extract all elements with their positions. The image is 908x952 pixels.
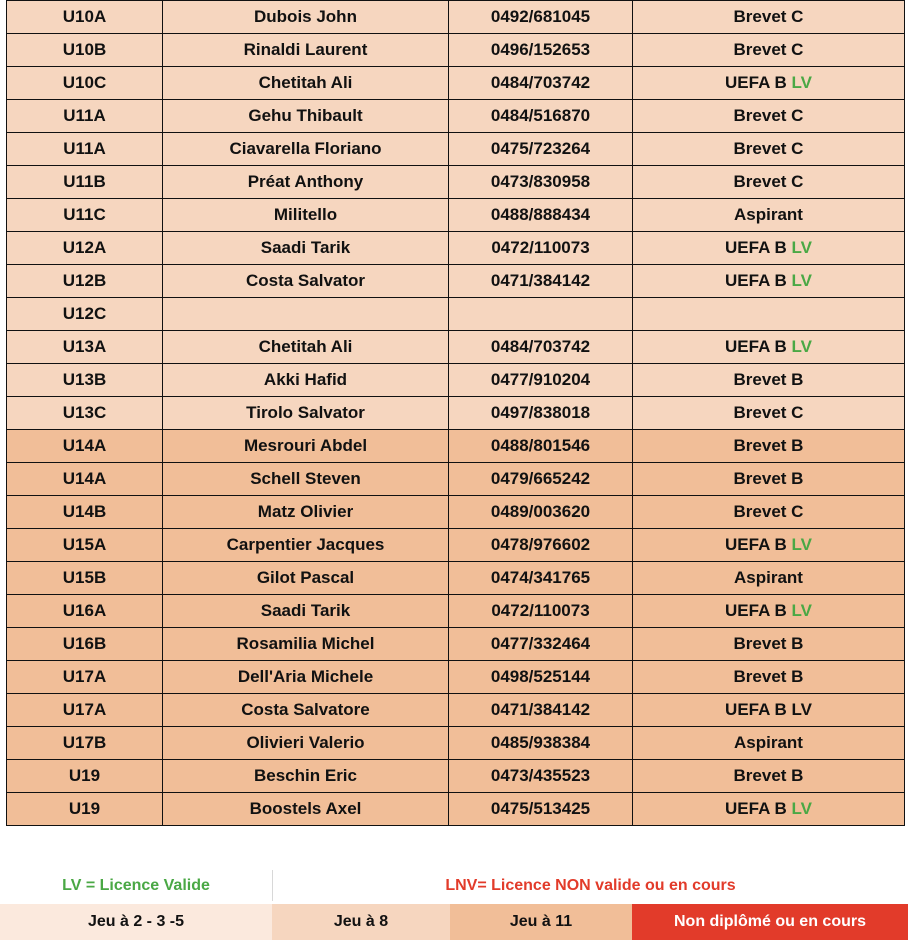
table-row	[7, 166, 905, 199]
cell-coach[interactable]: Carpentier Jacques	[163, 529, 449, 562]
cell-diploma[interactable]	[633, 166, 905, 199]
cell-team[interactable]: U10C	[7, 67, 163, 100]
cell-diploma[interactable]	[633, 298, 905, 331]
cell-coach[interactable]: Gehu Thibault	[163, 100, 449, 133]
cell-phone[interactable]: 0475/723264	[449, 133, 633, 166]
cell-coach[interactable]: Chetitah Ali	[163, 67, 449, 100]
diploma-text: UEFA B	[725, 799, 787, 818]
cell-team[interactable]: U16B	[7, 628, 163, 661]
cell-coach[interactable]: Dell'Aria Michele	[163, 661, 449, 694]
table-row	[7, 529, 905, 562]
diploma-text: Brevet C	[733, 106, 804, 125]
cell-coach[interactable]: Olivieri Valerio	[163, 727, 449, 760]
legend-box-jeu-2-3-5[interactable]: Jeu à 2 - 3 -5	[0, 904, 272, 940]
cell-team[interactable]: U19	[7, 793, 163, 826]
cell-team[interactable]: U10A	[7, 1, 163, 34]
cell-coach[interactable]: Militello	[163, 199, 449, 232]
cell-diploma[interactable]	[633, 1, 905, 34]
cell-phone[interactable]: 0472/110073	[449, 232, 633, 265]
cell-team[interactable]: U12C	[7, 298, 163, 331]
cell-team[interactable]: U12A	[7, 232, 163, 265]
lv-badge: LV	[791, 799, 812, 818]
cell-diploma[interactable]	[633, 133, 905, 166]
cell-phone[interactable]: 0477/332464	[449, 628, 633, 661]
table-row	[7, 595, 905, 628]
cell-coach[interactable]: Costa Salvator	[163, 265, 449, 298]
cell-coach[interactable]: Saadi Tarik	[163, 595, 449, 628]
cell-team[interactable]: U13C	[7, 397, 163, 430]
cell-team[interactable]: U13B	[7, 364, 163, 397]
cell-phone[interactable]: 0488/801546	[449, 430, 633, 463]
diploma-text: UEFA B	[725, 337, 787, 356]
cell-team[interactable]: U15B	[7, 562, 163, 595]
table-row	[7, 562, 905, 595]
cell-team[interactable]: U11C	[7, 199, 163, 232]
cell-phone[interactable]: 0475/513425	[449, 793, 633, 826]
cell-phone[interactable]: 0473/435523	[449, 760, 633, 793]
diploma-text: Brevet B	[733, 370, 804, 389]
cell-phone[interactable]: 0473/830958	[449, 166, 633, 199]
cell-team[interactable]: U15A	[7, 529, 163, 562]
cell-phone[interactable]: 0472/110073	[449, 595, 633, 628]
cell-phone[interactable]: 0484/516870	[449, 100, 633, 133]
cell-diploma[interactable]	[633, 463, 905, 496]
cell-diploma[interactable]	[633, 694, 905, 727]
table-row	[7, 694, 905, 727]
cell-diploma[interactable]	[633, 199, 905, 232]
table-row	[7, 232, 905, 265]
coach-table-body	[7, 1, 905, 826]
cell-phone[interactable]: 0471/384142	[449, 694, 633, 727]
cell-team[interactable]: U11A	[7, 100, 163, 133]
cell-diploma[interactable]	[633, 265, 905, 298]
cell-team[interactable]: U12B	[7, 265, 163, 298]
cell-phone[interactable]: 0489/003620	[449, 496, 633, 529]
cell-team[interactable]: U17A	[7, 661, 163, 694]
diploma-text: Aspirant	[734, 568, 803, 587]
cell-diploma[interactable]	[633, 628, 905, 661]
lv-badge: LV	[791, 337, 812, 356]
table-row	[7, 331, 905, 364]
table-row	[7, 34, 905, 67]
legend-box-non-diplome[interactable]: Non diplômé ou en cours	[632, 904, 908, 940]
diploma-text: Brevet C	[733, 7, 804, 26]
diploma-text: Brevet B	[733, 469, 804, 488]
diploma-text: Brevet C	[733, 502, 804, 521]
cell-coach[interactable]: Saadi Tarik	[163, 232, 449, 265]
cell-coach[interactable]: Mesrouri Abdel	[163, 430, 449, 463]
cell-diploma[interactable]	[633, 727, 905, 760]
table-row	[7, 199, 905, 232]
cell-coach[interactable]: Préat Anthony	[163, 166, 449, 199]
table-row	[7, 430, 905, 463]
diploma-text: UEFA B LV	[725, 700, 812, 719]
cell-team[interactable]: U17B	[7, 727, 163, 760]
cell-phone[interactable]: 0474/341765	[449, 562, 633, 595]
cell-phone[interactable]: 0488/888434	[449, 199, 633, 232]
cell-coach[interactable]: Beschin Eric	[163, 760, 449, 793]
cell-phone[interactable]: 0498/525144	[449, 661, 633, 694]
cell-coach[interactable]	[163, 298, 449, 331]
cell-phone[interactable]: 0485/938384	[449, 727, 633, 760]
cell-diploma[interactable]	[633, 232, 905, 265]
table-row	[7, 100, 905, 133]
cell-diploma[interactable]	[633, 430, 905, 463]
cell-phone[interactable]: 0477/910204	[449, 364, 633, 397]
cell-diploma[interactable]	[633, 34, 905, 67]
legend-box-jeu-11[interactable]: Jeu à 11	[450, 904, 632, 940]
table-row	[7, 760, 905, 793]
table-row	[7, 463, 905, 496]
cell-phone[interactable]: 0471/384142	[449, 265, 633, 298]
cell-coach[interactable]: Gilot Pascal	[163, 562, 449, 595]
cell-team[interactable]: U19	[7, 760, 163, 793]
diploma-text: UEFA B	[725, 271, 787, 290]
cell-diploma[interactable]	[633, 397, 905, 430]
diploma-text: Brevet B	[733, 766, 804, 785]
cell-coach[interactable]: Akki Hafid	[163, 364, 449, 397]
cell-team[interactable]: U11B	[7, 166, 163, 199]
diploma-text: Brevet C	[733, 40, 804, 59]
cell-diploma[interactable]	[633, 793, 905, 826]
diploma-text: UEFA B	[725, 601, 787, 620]
cell-coach[interactable]: Rosamilia Michel	[163, 628, 449, 661]
diploma-text: UEFA B	[725, 535, 787, 554]
cell-coach[interactable]: Schell Steven	[163, 463, 449, 496]
cell-coach[interactable]: Boostels Axel	[163, 793, 449, 826]
table-row	[7, 661, 905, 694]
lv-badge: LV	[791, 73, 812, 92]
table-row	[7, 628, 905, 661]
cell-diploma[interactable]	[633, 364, 905, 397]
cell-team[interactable]: U14A	[7, 430, 163, 463]
cell-diploma[interactable]	[633, 562, 905, 595]
lv-badge: LV	[791, 601, 812, 620]
cell-coach[interactable]: Tirolo Salvator	[163, 397, 449, 430]
cell-coach[interactable]: Chetitah Ali	[163, 331, 449, 364]
legend	[0, 870, 908, 952]
cell-coach[interactable]: Costa Salvatore	[163, 694, 449, 727]
diploma-text: Brevet C	[733, 139, 804, 158]
table-row	[7, 496, 905, 529]
legend-lv-text[interactable]: LV = Licence Valide	[0, 870, 273, 901]
table-row	[7, 1, 905, 34]
diploma-text: Brevet B	[733, 667, 804, 686]
table-row	[7, 298, 905, 331]
cell-phone[interactable]	[449, 298, 633, 331]
diploma-text: Aspirant	[734, 733, 803, 752]
cell-diploma[interactable]	[633, 100, 905, 133]
cell-diploma[interactable]	[633, 595, 905, 628]
cell-coach[interactable]: Ciavarella Floriano	[163, 133, 449, 166]
table-row	[7, 793, 905, 826]
lv-badge: LV	[791, 271, 812, 290]
cell-team[interactable]: U11A	[7, 133, 163, 166]
cell-phone[interactable]: 0484/703742	[449, 331, 633, 364]
cell-diploma[interactable]	[633, 67, 905, 100]
diploma-text: Brevet C	[733, 403, 804, 422]
cell-diploma[interactable]	[633, 760, 905, 793]
cell-coach[interactable]: Matz Olivier	[163, 496, 449, 529]
cell-team[interactable]: U13A	[7, 331, 163, 364]
table-row	[7, 265, 905, 298]
diploma-text: Aspirant	[734, 205, 803, 224]
legend-lnv-text[interactable]: LNV= Licence NON valide ou en cours	[445, 877, 736, 894]
table-row	[7, 364, 905, 397]
cell-phone[interactable]: 0478/976602	[449, 529, 633, 562]
cell-diploma[interactable]	[633, 661, 905, 694]
cell-phone[interactable]: 0497/838018	[449, 397, 633, 430]
diploma-text: UEFA B	[725, 73, 787, 92]
cell-phone[interactable]: 0479/665242	[449, 463, 633, 496]
cell-phone[interactable]: 0496/152653	[449, 34, 633, 67]
cell-diploma[interactable]	[633, 331, 905, 364]
diploma-text: Brevet B	[733, 436, 804, 455]
lv-badge: LV	[791, 535, 812, 554]
diploma-text: UEFA B	[725, 238, 787, 257]
legend-box-jeu-8[interactable]: Jeu à 8	[272, 904, 450, 940]
diploma-text: Brevet C	[733, 172, 804, 191]
lv-badge: LV	[791, 238, 812, 257]
cell-diploma[interactable]	[633, 496, 905, 529]
table-row	[7, 133, 905, 166]
cell-coach[interactable]: Dubois John	[163, 1, 449, 34]
legend-licence-row	[0, 870, 908, 901]
coach-table	[6, 0, 905, 826]
table-row	[7, 727, 905, 760]
legend-color-key	[0, 904, 908, 940]
cell-team[interactable]: U16A	[7, 595, 163, 628]
cell-phone[interactable]: 0492/681045	[449, 1, 633, 34]
diploma-text: Brevet B	[733, 634, 804, 653]
cell-team[interactable]: U10B	[7, 34, 163, 67]
cell-team[interactable]: U14A	[7, 463, 163, 496]
cell-coach[interactable]: Rinaldi Laurent	[163, 34, 449, 67]
cell-team[interactable]: U14B	[7, 496, 163, 529]
table-row	[7, 397, 905, 430]
cell-team[interactable]: U17A	[7, 694, 163, 727]
cell-diploma[interactable]	[633, 529, 905, 562]
cell-phone[interactable]: 0484/703742	[449, 67, 633, 100]
table-row	[7, 67, 905, 100]
